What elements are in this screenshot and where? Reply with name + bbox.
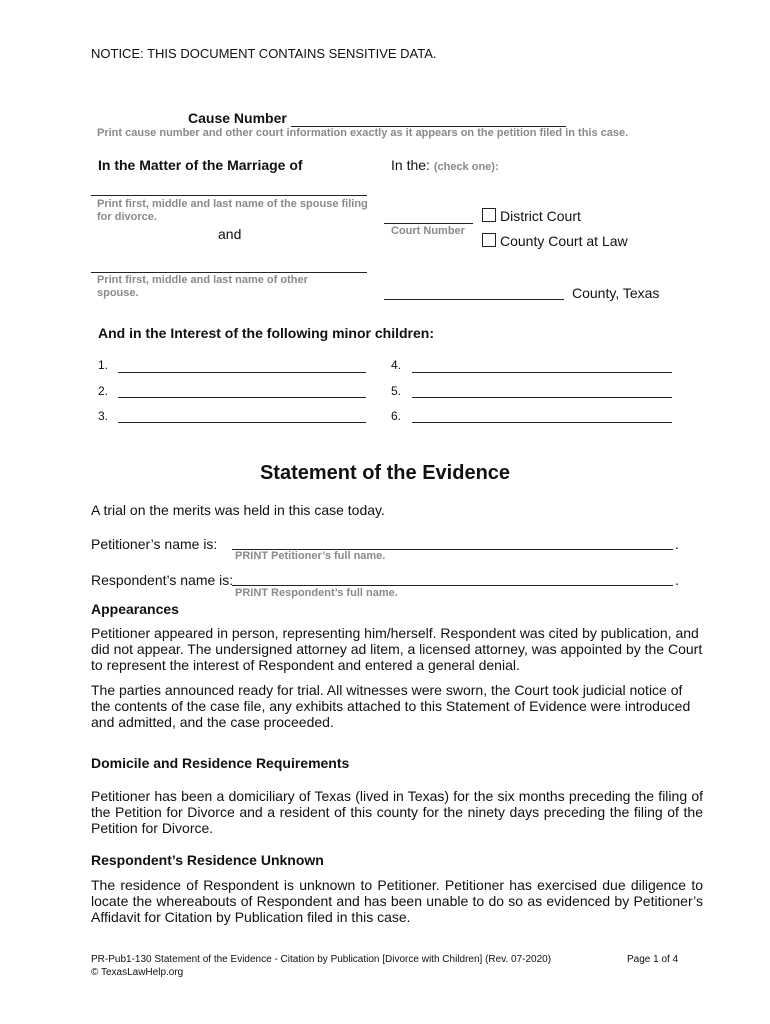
county-court-at-law-checkbox[interactable] <box>482 233 496 247</box>
footer-page-number: Page 1 of 4 <box>627 954 679 965</box>
spouse1-name-hint: Print first, middle and last name of the spouse filing for divorce. <box>97 198 368 223</box>
spouse1-name-field[interactable] <box>91 195 367 196</box>
cause-number-hint: Print cause number and other court information exactly as it appears on the petition filed in this case. <box>97 127 629 139</box>
appearances-paragraph-1: Petitioner appeared in person, representing him/herself. Respondent was cited by publication, and did not appear. The undersigned attorney ad litem, a licensed attorney, was appointed by the Court to represent the interest of Respondent and entered a general denial. <box>91 625 703 673</box>
cause-number-label: Cause Number <box>188 110 287 126</box>
respondent-period: . <box>675 572 679 588</box>
petitioner-period: . <box>675 536 679 552</box>
child-name-field-3[interactable] <box>118 422 366 423</box>
child-name-field-4[interactable] <box>412 372 672 373</box>
children-heading: And in the Interest of the following minor children: <box>98 325 434 341</box>
domicile-paragraph: Petitioner has been a domiciliary of Texas (lived in Texas) for the six months preceding the filing of the Petition for Divorce and a resident of this county for the ninety days preceding the filing of the Petition for Divorce. <box>91 788 703 836</box>
petitioner-label: Petitioner’s name is: <box>91 536 218 552</box>
in-the-label <box>391 157 499 173</box>
petitioner-hint: PRINT Petitioner’s full name. <box>235 550 386 562</box>
residence-unknown-paragraph: The residence of Respondent is unknown to Petitioner. Petitioner has exercised due diligence to locate the whereabouts of Respondent and has been unable to do so as evidenced by Petitioner’s Affidavit for Citation by Publication filed in this case. <box>91 877 703 925</box>
check-one-hint: (check one): <box>433 161 499 173</box>
domicile-heading: Domicile and Residence Requirements <box>91 755 350 771</box>
in-the-text: In the: <box>391 157 430 173</box>
respondent-name-field[interactable] <box>232 585 673 586</box>
trial-statement: A trial on the merits was held in this case today. <box>91 502 385 518</box>
appearances-heading: Appearances <box>91 601 179 617</box>
respondent-label: Respondent’s name is: <box>91 572 234 588</box>
child-name-field-5[interactable] <box>412 397 672 398</box>
county-name-field[interactable] <box>384 299 564 300</box>
residence-unknown-heading: Respondent’s Residence Unknown <box>91 852 324 868</box>
child-number-1: 1. <box>98 358 109 372</box>
court-number-label: Court Number <box>391 225 465 237</box>
child-number-3: 3. <box>98 409 109 423</box>
district-court-checkbox[interactable] <box>482 208 496 222</box>
child-number-5: 5. <box>391 384 402 398</box>
child-name-field-1[interactable] <box>118 372 366 373</box>
child-name-field-6[interactable] <box>412 422 672 423</box>
sensitive-data-notice: NOTICE: THIS DOCUMENT CONTAINS SENSITIVE DATA. <box>91 46 437 61</box>
county-court-at-law-label: County Court at Law <box>500 233 628 249</box>
spouse2-name-field[interactable] <box>91 272 367 273</box>
child-number-4: 4. <box>391 358 402 372</box>
document-title: Statement of the Evidence <box>259 462 511 484</box>
county-texas-label: County, Texas <box>572 285 660 301</box>
respondent-hint: PRINT Respondent’s full name. <box>235 587 398 599</box>
child-number-2: 2. <box>98 384 109 398</box>
child-name-field-2[interactable] <box>118 397 366 398</box>
footer-copyright: © TexasLawHelp.org <box>91 967 184 978</box>
footer-form-id: PR-Pub1-130 Statement of the Evidence - Citation by Publication [Divorce with Children] (Rev. 07-2020) <box>91 954 552 965</box>
and-label: and <box>218 226 242 242</box>
child-number-6: 6. <box>391 409 402 423</box>
court-number-field[interactable] <box>384 223 473 224</box>
district-court-label: District Court <box>500 208 581 224</box>
appearances-paragraph-2: The parties announced ready for trial. All witnesses were sworn, the Court took judicial notice of the contents of the case file, any exhibits attached to this Statement of Evidence were introduced and admitted, and the case proceeded. <box>91 682 691 730</box>
matter-heading: In the Matter of the Marriage of <box>98 157 303 173</box>
spouse2-name-hint: Print first, middle and last name of other spouse. <box>97 274 308 299</box>
